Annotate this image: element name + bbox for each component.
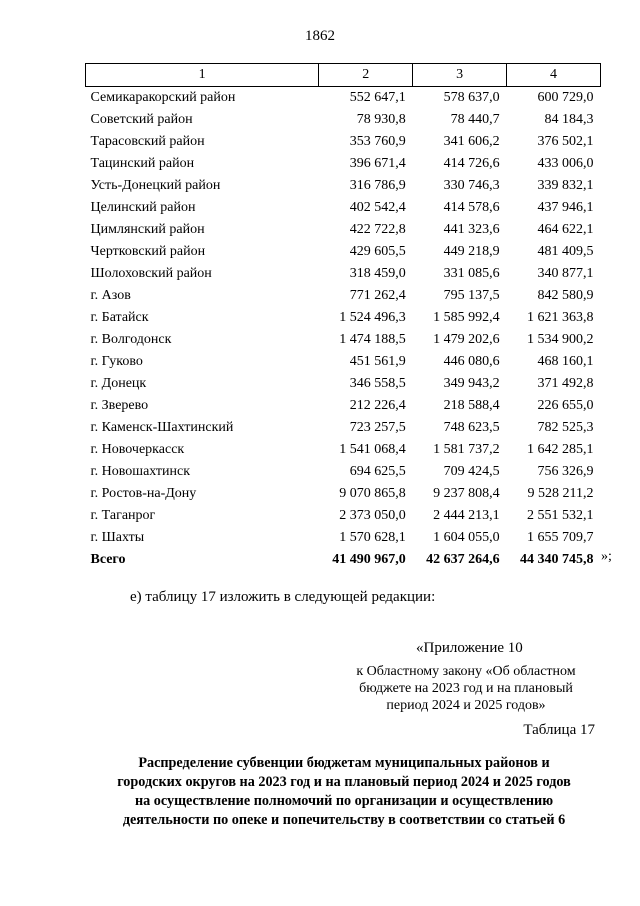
table-row bbox=[86, 87, 601, 110]
amount-2025-cell: 1 642 285,1 bbox=[527, 442, 594, 457]
appendix-reference-line: период 2024 и 2025 годов» bbox=[386, 698, 546, 713]
amount-2025-cell: 339 832,1 bbox=[537, 178, 594, 193]
closing-quote-suffix: »; bbox=[601, 549, 612, 564]
municipality-name: Целинский район bbox=[90, 200, 196, 215]
heading-line: городских округов на 2023 год и на плановый период 2024 и 2025 годов bbox=[117, 774, 571, 790]
table-row bbox=[86, 505, 601, 527]
amount-2023-cell: 318 459,0 bbox=[349, 266, 406, 281]
amount-2023-cell: 694 625,5 bbox=[349, 464, 406, 479]
appendix-reference-line: бюджете на 2023 год и на плановый bbox=[359, 681, 573, 696]
column-header-1: 1 bbox=[86, 64, 319, 87]
table-row bbox=[86, 285, 601, 307]
municipality-name: г. Таганрог bbox=[90, 508, 156, 523]
municipality-name: Тарасовский район bbox=[90, 134, 205, 149]
amount-2025-cell: 1 655 709,7 bbox=[527, 530, 594, 545]
municipality-name: Тацинский район bbox=[90, 156, 195, 171]
amount-2023-cell: 41 490 967,0 bbox=[332, 552, 406, 567]
table-row bbox=[86, 307, 601, 329]
total-row bbox=[86, 549, 601, 571]
subvention-table bbox=[85, 63, 601, 571]
municipality-name: г. Ростов-на-Дону bbox=[90, 486, 197, 501]
amount-2023-cell: 9 070 865,8 bbox=[339, 486, 406, 501]
amount-2024-cell: 331 085,6 bbox=[443, 266, 500, 281]
amount-2024-cell: 9 237 808,4 bbox=[433, 486, 500, 501]
table-row bbox=[86, 461, 601, 483]
amount-2023-cell: 212 226,4 bbox=[349, 398, 406, 413]
amount-2024-cell: 1 604 055,0 bbox=[433, 530, 500, 545]
table-row bbox=[86, 241, 601, 263]
amount-2025-cell: 340 877,1 bbox=[537, 266, 594, 281]
column-header-3: 3 bbox=[413, 64, 507, 87]
table-row bbox=[86, 527, 601, 549]
table-row bbox=[86, 483, 601, 505]
table-row bbox=[86, 263, 601, 285]
amount-2023-cell: 316 786,9 bbox=[349, 178, 406, 193]
municipality-name: г. Азов bbox=[90, 288, 131, 303]
amount-2024-cell: 795 137,5 bbox=[443, 288, 500, 303]
table-header-row bbox=[86, 64, 601, 87]
amount-2024-cell: 42 637 264,6 bbox=[426, 552, 500, 567]
municipality-name: г. Шахты bbox=[90, 530, 145, 545]
amount-2025-cell: 84 184,3 bbox=[544, 112, 594, 127]
appendix-title: «Приложение 10 bbox=[416, 640, 523, 656]
amount-2023-cell: 1 474 188,5 bbox=[339, 332, 406, 347]
amount-2023-cell: 353 760,9 bbox=[349, 134, 406, 149]
amount-2023-cell: 771 262,4 bbox=[349, 288, 406, 303]
page-number: 1862 bbox=[305, 28, 335, 44]
amount-2024-cell: 449 218,9 bbox=[443, 244, 500, 259]
amount-2024-cell: 414 726,6 bbox=[443, 156, 500, 171]
amount-2025-cell: 44 340 745,8 bbox=[520, 552, 594, 567]
amount-2025-cell: 2 551 532,1 bbox=[527, 508, 594, 523]
table-row bbox=[86, 131, 601, 153]
amount-2025-cell: 376 502,1 bbox=[537, 134, 594, 149]
amount-2023-cell: 2 373 050,0 bbox=[339, 508, 406, 523]
table-row bbox=[86, 197, 601, 219]
amount-2024-cell: 709 424,5 bbox=[443, 464, 500, 479]
table-row bbox=[86, 329, 601, 351]
municipality-name: г. Батайск bbox=[90, 310, 149, 325]
amount-2024-cell: 218 588,4 bbox=[443, 398, 500, 413]
table-row bbox=[86, 395, 601, 417]
amount-2025-cell: 600 729,0 bbox=[537, 90, 594, 105]
municipality-name: Цимлянский район bbox=[90, 222, 205, 237]
amount-2023-cell: 78 930,8 bbox=[356, 112, 406, 127]
heading-line: на осуществление полномочий по организации и осуществлению bbox=[134, 793, 554, 809]
table-heading bbox=[80, 754, 608, 830]
amount-2023-cell: 396 671,4 bbox=[349, 156, 406, 171]
table-row bbox=[86, 109, 601, 131]
table-label: Таблица 17 bbox=[523, 722, 595, 738]
municipality-name: г. Новошахтинск bbox=[90, 464, 191, 479]
amount-2023-cell: 723 257,5 bbox=[349, 420, 406, 435]
municipality-name: Усть-Донецкий район bbox=[90, 178, 221, 193]
table-row bbox=[86, 153, 601, 175]
amount-2025-cell: 1 534 900,2 bbox=[527, 332, 594, 347]
amount-2023-cell: 1 570 628,1 bbox=[339, 530, 406, 545]
amount-2023-cell: 346 558,5 bbox=[349, 376, 406, 391]
municipality-name: г. Донецк bbox=[90, 376, 147, 391]
amount-2024-cell: 1 585 992,4 bbox=[433, 310, 500, 325]
amount-2025-cell: 433 006,0 bbox=[537, 156, 594, 171]
amount-2024-cell: 2 444 213,1 bbox=[433, 508, 500, 523]
municipality-name: г. Каменск-Шахтинский bbox=[90, 420, 234, 435]
appendix-reference bbox=[335, 663, 597, 714]
municipality-name: Чертковский район bbox=[90, 244, 206, 259]
amount-2024-cell: 1 581 737,2 bbox=[433, 442, 500, 457]
table-row bbox=[86, 219, 601, 241]
amount-2025-cell: 371 492,8 bbox=[537, 376, 594, 391]
amount-2024-cell: 1 479 202,6 bbox=[433, 332, 500, 347]
column-header-2: 2 bbox=[319, 64, 413, 87]
amount-2025-cell: 481 409,5 bbox=[537, 244, 594, 259]
amount-2025-cell: 437 946,1 bbox=[537, 200, 594, 215]
municipality-name: Семикаракорский район bbox=[90, 90, 236, 105]
amount-2024-cell: 578 637,0 bbox=[443, 90, 500, 105]
amount-2024-cell: 446 080,6 bbox=[443, 354, 500, 369]
amount-2023-cell: 429 605,5 bbox=[349, 244, 406, 259]
amount-2023-cell: 552 647,1 bbox=[349, 90, 406, 105]
amount-2025-cell: 226 655,0 bbox=[537, 398, 594, 413]
amount-2024-cell: 349 943,2 bbox=[443, 376, 500, 391]
municipality-name: Шолоховский район bbox=[90, 266, 212, 281]
table-row bbox=[86, 373, 601, 395]
amount-2024-cell: 330 746,3 bbox=[443, 178, 500, 193]
municipality-name: г. Волгодонск bbox=[90, 332, 172, 347]
amendment-text: е) таблицу 17 изложить в следующей редакции: bbox=[130, 589, 436, 605]
amount-2025-cell: 9 528 211,2 bbox=[527, 486, 594, 501]
table-body bbox=[86, 87, 601, 572]
table-row bbox=[86, 417, 601, 439]
municipality-name: г. Новочеркасск bbox=[90, 442, 185, 457]
amount-2025-cell: 1 621 363,8 bbox=[527, 310, 594, 325]
amount-2023-cell: 451 561,9 bbox=[349, 354, 406, 369]
table-row bbox=[86, 175, 601, 197]
total-label: Всего bbox=[90, 552, 126, 567]
amount-2023-cell: 422 722,8 bbox=[349, 222, 406, 237]
heading-line: Распределение субвенции бюджетам муниципальных районов и bbox=[138, 755, 550, 771]
amount-2025-cell: 464 622,1 bbox=[537, 222, 594, 237]
amount-2025-cell: 756 326,9 bbox=[537, 464, 594, 479]
amount-2024-cell: 78 440,7 bbox=[450, 112, 500, 127]
amount-2024-cell: 341 606,2 bbox=[443, 134, 500, 149]
municipality-name: г. Гуково bbox=[90, 354, 143, 369]
table-row bbox=[86, 439, 601, 461]
table-row bbox=[86, 351, 601, 373]
amount-2025-cell: 842 580,9 bbox=[537, 288, 594, 303]
amount-2024-cell: 748 623,5 bbox=[443, 420, 500, 435]
amount-2025-cell: 782 525,3 bbox=[537, 420, 594, 435]
heading-line: деятельности по опеке и попечительству в соответствии со статьей 6 bbox=[122, 812, 566, 828]
municipality-name: Советский район bbox=[90, 112, 193, 127]
amount-2025-cell: 468 160,1 bbox=[537, 354, 594, 369]
column-header-4: 4 bbox=[507, 64, 601, 87]
amount-2024-cell: 441 323,6 bbox=[443, 222, 500, 237]
amount-2023-cell: 1 541 068,4 bbox=[339, 442, 406, 457]
municipality-name: г. Зверево bbox=[90, 398, 149, 413]
appendix-reference-line: к Областному закону «Об областном bbox=[356, 664, 576, 679]
amount-2024-cell: 414 578,6 bbox=[443, 200, 500, 215]
amount-2023-cell: 402 542,4 bbox=[349, 200, 406, 215]
amount-2023-cell: 1 524 496,3 bbox=[339, 310, 406, 325]
